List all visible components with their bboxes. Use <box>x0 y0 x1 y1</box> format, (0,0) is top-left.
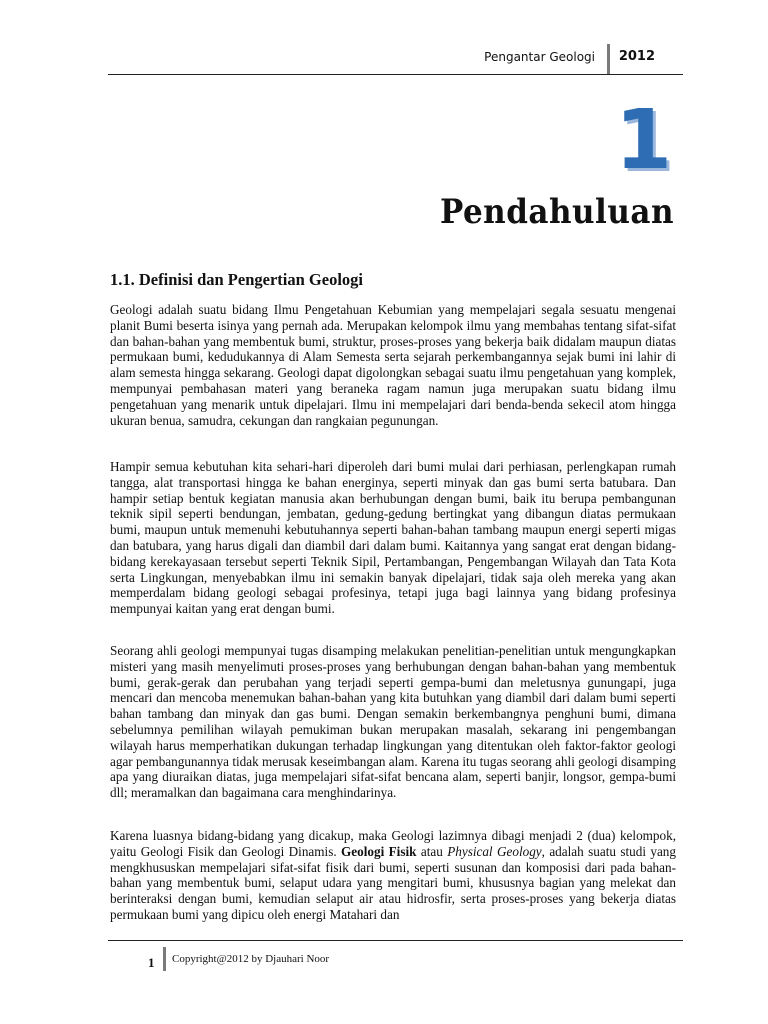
header-separator <box>607 44 610 74</box>
p4-text-3: , adalah suatu studi yang mengkhususkan mempelajari sifat-sifat fisik dari bumi, seperti susunan dan komposisi dari pada bahan-bahan yang membentuk bumi, selaput udara yang mengitari bumi, khususnya bagian yang melekat dan berinteraksi dengan bumi, kemudian selaput air atau hidrosfir, serta proses-proses yang bekerja diatas permukaan bumi yang dipicu oleh energi Matahari dan <box>110 843 676 922</box>
footer-copyright: Copyright@2012 by Djauhari Noor <box>172 953 330 965</box>
chapter-number: 1 <box>614 93 672 188</box>
header-title: Pengantar Geologi <box>484 50 595 64</box>
paragraph-geology-divisions <box>110 828 676 923</box>
p4-term-geologi-fisik: Geologi Fisik <box>341 843 417 859</box>
header-year: 2012 <box>618 49 655 64</box>
chapter-title: Pendahuluan <box>439 192 674 232</box>
page-footer <box>108 940 683 970</box>
footer-page-number: 1 <box>148 955 155 970</box>
p4-text-1: Karena luasnya bidang-bidang yang dicakup, maka Geologi lazimnya dibagi menjadi 2 (dua) kelompok, yaitu Geologi Fisik dan Geologi Dinamis. <box>110 828 676 859</box>
paragraph-daily-needs: Hampir semua kebutuhan kita sehari-hari diperoleh dari bumi mulai dari perhiasan, perlengkapan rumah tangga, alat transportasi hingga ke bahan energinya, seperti minyak dan gas bumi serta batubara. Dan hampir setiap bentuk kegiatan manusia akan berhubungan dengan bumi, baik itu berupa pembangunan teknik sipil seperti bendungan, jembatan, gedung-gedung bertingkat yang dibangun diatas permukaan bumi, maupun untuk memenuhi kebutuhannya seperti bahan-bahan tambang maupun energi seperti migas dan batubara, yang harus digali dan diambil dari dalam bumi. Kaitannya yang sangat erat dengan bidang-bidang kerekayasaan tersebut seperti Teknik Sipil, Pertambangan, Pengembangan Wilayah dan Tata Kota serta Lingkungan, menyebabkan ilmu ini semakin banyak dipelajari, tidak saja oleh mereka yang akan memperdalam bidang geologi sebagai profesinya, tetapi juga bagi lainnya yang bidang profesinya mempunyai kaitan yang erat dengan bumi. <box>110 459 676 617</box>
p4-text-2: atau <box>416 843 448 859</box>
footer-separator <box>163 947 166 971</box>
section-heading: 1.1. Definisi dan Pengertian Geologi <box>110 270 363 289</box>
paragraph-geologist-tasks: Seorang ahli geologi mempunyai tugas disamping melakukan penelitian-penelitian untuk mengungkapkan misteri yang masih menyelimuti proses-proses yang berhubungan dengan bahan-bahan yang membentuk bumi, gerak-gerak dan perubahan yang terjadi seperti gempa-bumi dan meletusnya gunungapi, juga mencari dan mencoba menemukan bahan-bahan yang kita butuhkan yang diambil dari dalam bumi seperti bahan tambang dan minyak dan gas bumi. Dengan semakin berkembangnya penghuni bumi, dimana sebelumnya pemilihan wilayah pemukiman bukan merupakan masalah, sekarang ini pengembangan wilayah harus memperhatikan dukungan terhadap lingkungan yang ditentukan oleh faktor-faktor geologi agar pembangunannya tidak merusak keseimbangan alam. Karena itu tugas seorang ahli geologi disamping apa yang diuraikan diatas, juga mempelajari sifat-sifat bencana alam, seperti banjir, longsor, gempa-bumi dll; meramalkan dan bagaimana cara menghindarinya. <box>110 643 676 801</box>
paragraph-definition: Geologi adalah suatu bidang Ilmu Pengetahuan Kebumian yang mempelajari segala sesuatu mengenai planit Bumi beserta isinya yang pernah ada. Merupakan kelompok ilmu yang membahas tentang sifat-sifat dan bahan-bahan yang membentuk bumi, struktur, proses-proses yang bekerja baik didalam maupun diatas permukaan bumi, kedudukannya di Alam Semesta serta sejarah perkembangannya sejak bumi ini lahir di alam semesta hingga sekarang. Geologi dapat digolongkan sebagai suatu ilmu pengetahuan yang komplek, mempunyai pembahasan materi yang beraneka ragam namun juga merupakan suatu bidang ilmu pengetahuan yang menarik untuk dipelajari. Ilmu ini mempelajari dari benda-benda sekecil atom hingga ukuran benua, samudra, cekungan dan rangkaian pegunungan. <box>110 302 676 428</box>
page-header <box>108 44 683 75</box>
p4-term-physical-geology: Physical Geology <box>447 843 542 859</box>
